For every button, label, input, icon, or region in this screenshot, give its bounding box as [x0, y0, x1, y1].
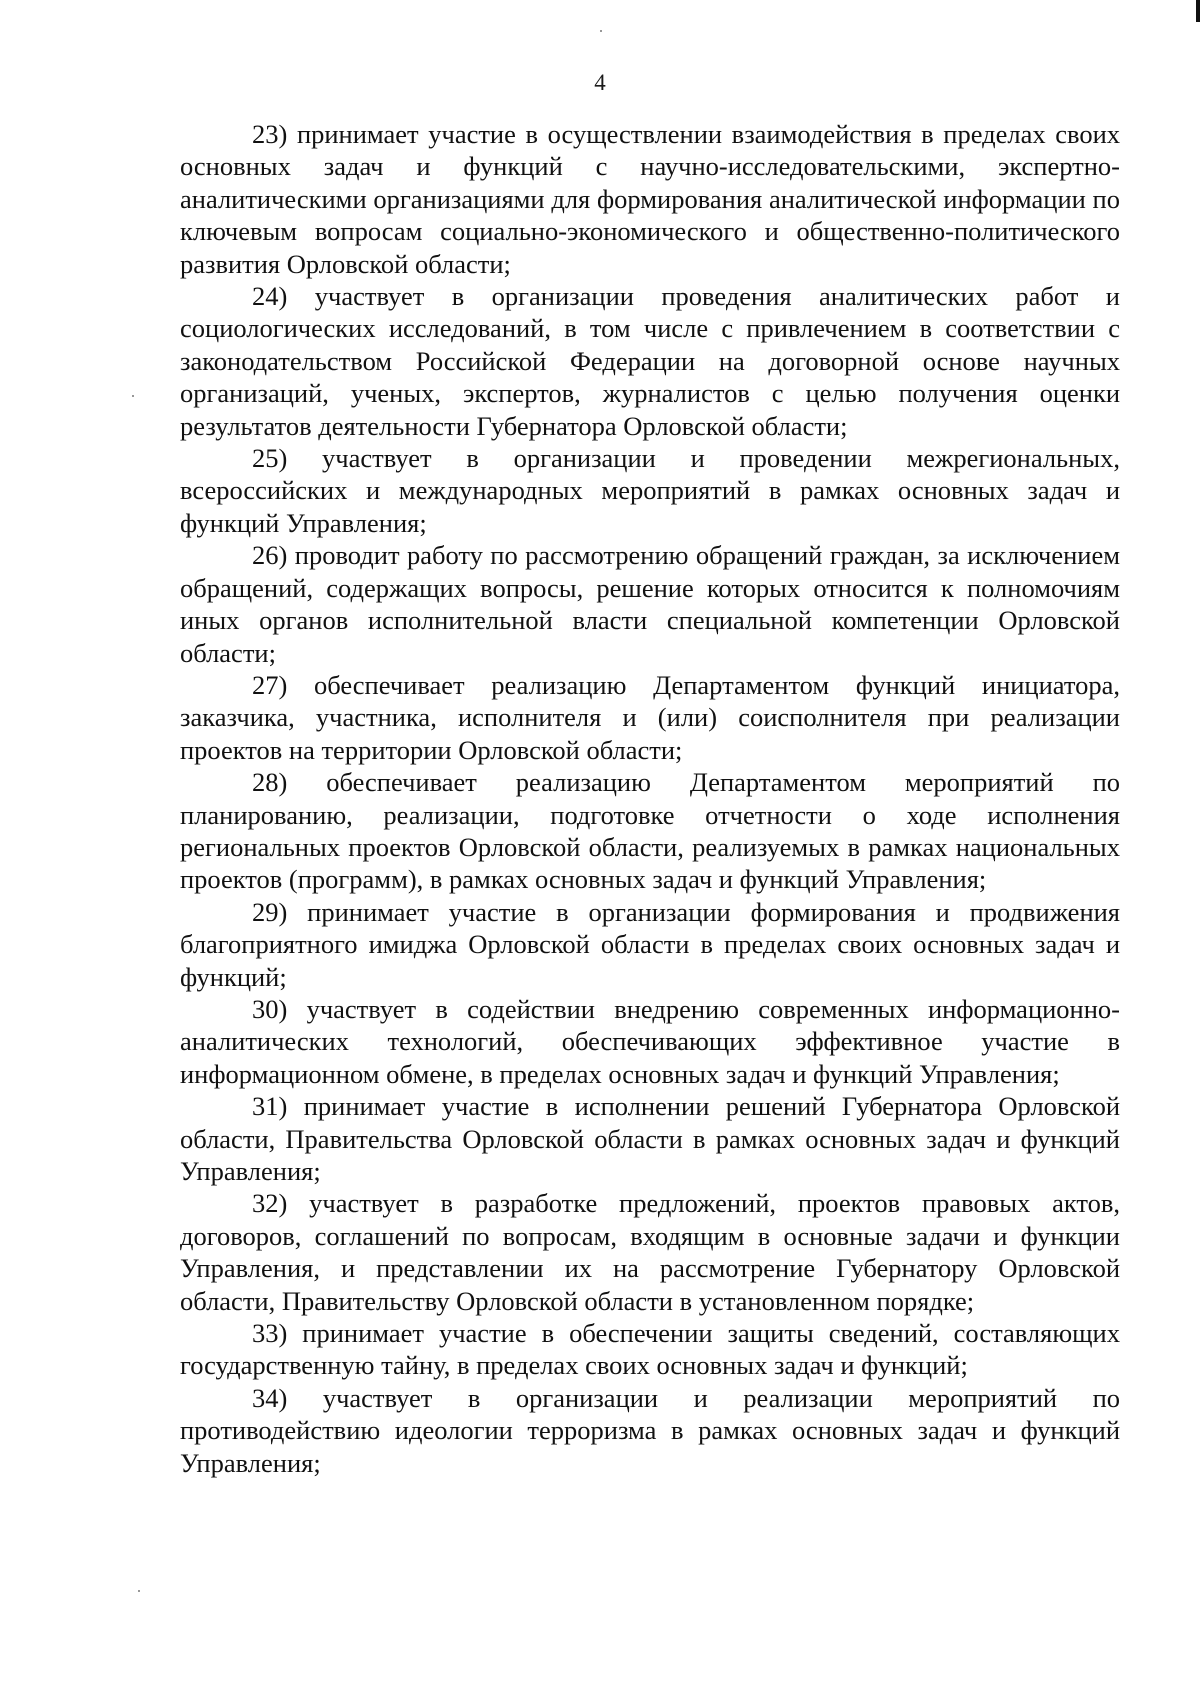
paragraph-32: 32) участвует в разработке предложений, проектов правовых актов, договоров, соглашений по вопросам, входящим в основные задачи и функции Управления, и представлении их на рассмотрение Губернатору Орловской области, Правительству Орловской области в установленном порядке; — [180, 1188, 1120, 1316]
paragraph-23: 23) принимает участие в осуществлении взаимодействия в пределах своих основных задач и функций с научно-исследовательскими, экспертно-аналитическими организациями для формирования аналитической информации по ключевым вопросам социально-экономического и общественно-политического развития Орловской области; — [180, 119, 1120, 279]
scan-edge-mark — [1196, 0, 1200, 22]
page-number: 4 — [594, 70, 606, 95]
paragraph-28: 28) обеспечивает реализацию Департаментом мероприятий по планированию, реализации, подготовке отчетности о ходе исполнения региональных проектов Орловской области, реализуемых в рамках национальных проектов (программ), в рамках основных задач и функций Управления; — [180, 767, 1120, 895]
paragraph-29: 29) принимает участие в организации формирования и продвижения благоприятного имиджа Орловской области в пределах своих основных задач и функций; — [180, 896, 1120, 992]
paragraph-24: 24) участвует в организации проведения аналитических работ и социологических исследований, в том числе с привлечением в соответствии с законодательством Российской Федерации на договорной основе научных организаций, ученых, экспертов, журналистов с целью получения оценки результатов деятельности Губернатора Орловской области; — [180, 281, 1120, 441]
scan-speck — [600, 30, 602, 32]
paragraph-31: 31) принимает участие в исполнении решений Губернатора Орловской области, Правительства Орловской области в рамках основных задач и функций Управления; — [180, 1091, 1120, 1186]
paragraph-33: 33) принимает участие в обеспечении защиты сведений, составляющих государственную тайну, в пределах своих основных задач и функций; — [180, 1318, 1120, 1381]
paragraph-26: 26) проводит работу по рассмотрению обращений граждан, за исключением обращений, содержащих вопросы, решение которых относится к полномочиям иных органов исполнительной власти специальной компетенции Орловской области; — [180, 540, 1120, 668]
paragraph-25: 25) участвует в организации и проведении межрегиональных, всероссийских и международных мероприятий в рамках основных задач и функций Управления; — [180, 443, 1120, 538]
paragraph-27: 27) обеспечивает реализацию Департаментом функций инициатора, заказчика, участника, исполнителя и (или) соисполнителя при реализации проектов на территории Орловской области; — [180, 669, 1120, 765]
scan-speck — [138, 1590, 140, 1592]
paragraph-34: 34) участвует в организации и реализации мероприятий по противодействию идеологии терроризма в рамках основных задач и функций Управления; — [180, 1382, 1120, 1478]
scan-speck — [132, 395, 134, 397]
document-body — [180, 118, 1120, 1479]
paragraph-30: 30) участвует в содействии внедрению современных информационно-аналитических технологий, обеспечивающих эффективное участие в информационном обмене, в пределах основных задач и функций Управления; — [180, 993, 1120, 1089]
